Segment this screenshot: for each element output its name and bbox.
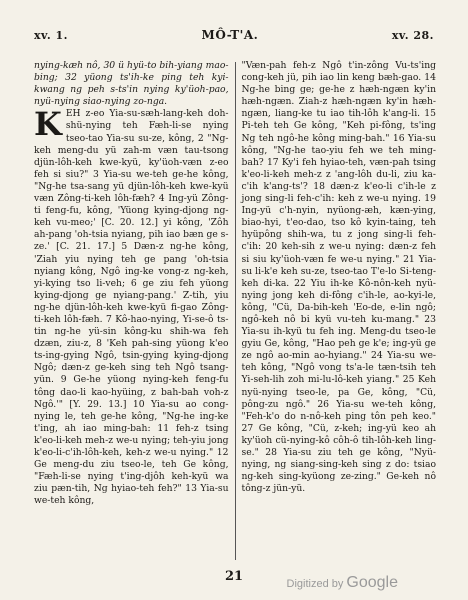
google-logo: Google — [346, 574, 398, 591]
header-chapter-start: xv. 1. — [34, 29, 68, 42]
running-head — [34, 28, 434, 42]
drop-cap: K — [34, 105, 62, 144]
header-chapter-end: xv. 28. — [391, 29, 434, 42]
left-column — [34, 60, 235, 560]
chapter-body: EH z-eo Yia-su-sæh-lang-keh doh-shü-nying teh Fæh-li-se nying tseo-tao Yia-su su-ze, kông, 2 "Ng-keh meng-du yü zah-m væn tau-tsong djün-lôh-keh kwe-kyü, ky'üoh-væn z-eo feh si siu?" 3 Yia-su we-teh ge-he kông, "Ng-he tsa-sang yü djün-lôh-keh kwe-kyü væn Zông-ti-keh lôh-fæh? 4 Ing-yü Zông-ti feng-fu, kông, 'Yüong kying-djong ng-keh vu-meo;' [C. 20. 12.] yi kông, 'Zôh ah-pang 'oh-tsia nyiang, pih iao bæn ge s-ze.' [C. 21. 17.] 5 Dæn-z ng-he kông, 'Ziah yiu nying teh ge pang 'oh-tsia nyiang kông, Ngô ing-ke vong-z ng-keh, yi-kying tso li-veh; 6 ge ziu feh yüong kying-djong ge nyiang-pang.' Z-tih, yiu ng-he djün-lôh-keh kwe-kyü fi-gao Zông-ti-keh lôh-fæh. 7 Kô-hao-nying, Yi-se-ô ts-tin ng-he yü-sin kông-ku shih-wa feh dzæn, ziu-z, 8 'Keh pah-sing yüong k'eo ts-ing-gying Ngô, tsin-gying kying-djong Ngô; dæn-z ge-keh sing teh Ngô tsang-yün. 9 Ge-he yüong nying-keh feng-fu tông dao-li kao-hyüing, z bah-bah voh-z Ngô.'" [Y. 29. 13.] 10 Yia-su ao cong-nying le, teh ge-he kông, "Ng-he ing-ke t'ing, ah iao ming-bah: 11 feh-z tsing k'eo-li-keh meh-z we-u nying; teh-yiu jong k'eo-li-c'ih-lôh-keh, keh-z we-u nying." 12 Ge meng-du ziu tseo-le, teh Ge kông, "Fæh-li-se nying t'ing-djôh keh-kyü wa ziu pæn-tih, Ng hyiao-teh feh?" 13 Yia-su we-teh kông, — [34, 108, 229, 507]
chapter-text — [34, 105, 229, 507]
two-column-body — [34, 60, 436, 560]
continued-verse-text: nying-kæh nô, 30 ü hyü-to bih-yiang mao-bing; 32 yüong ts'ih-ke ping teh kyi-kwang ng peh s-ts'in nying ky'üoh-pao, nyü-nying siao-nying zo-nga. — [34, 60, 229, 108]
right-column-text: "Væn-pah feh-z Ngô t'in-zông Vu-ts'ing cong-keh jü, pih iao lin keng bæh-gao. 14 Ng-he bing ge; ge-he z hæh-ngæn ky'in hæh-ngæn. Ziah-z hæh-ngæn ky'in hæh-ngæn, liang-ke tu iao tih-lôh k'ang-li. 15 Pi-teh teh Ge kông, "Keh pi-fông, ts'ing Ng teh ngô-he kông ming-bah." 16 Yia-su kông, "Ng-he tao-yiu feh we teh ming-bah? 17 Ky'i feh hyiao-teh, væn-pah tsing k'eo-li-keh meh-z z 'ang-lôh du-li, ziu ka-c'ih k'ang-ts'? 18 dæn-z k'eo-li c'ih-le z jong sing-li feh-c'ih: keh z we-u nying. 19 Ing-yü c'h-nyin, nyüong-æh, kæn-ying, biao-hyi, t'eo-dao, tso kô kyin-taing, teh hyüpông shih-wa, tu z jong sing-li feh-c'ih: 20 keh-sih z we-u nying: dæn-z feh si siu ky'üoh-væn fe we-u nying." 21 Yia-su li-k'e keh su-ze, tseo-tao T'e-lo Si-teng-keh di-ka. 22 Yiu ih-ke Kô-nôn-keh nyü-nying jong keh di-fông c'ih-le, ao-kyi-le, kông, "Cü, Da-bih-keh 'Eo-de, e-lin ngô; ngô-keh nô bi kyü vu-teh ku-mang." 23 Yia-su ih-kyü tu feh ing. Meng-du tseo-le gyiu Ge, kông, "Hao peh ge k'e; ing-yü ge ze ngô ao-min ao-hyiang." 24 Yia-su we-teh kông, "Ngô vong ts'a-le tæn-tsih teh Yi-seh-lih zoh mi-lu-lô-keh yiang." 25 Keh nyü-nying tseo-le, pa Ge, kông, "Cü, pông-zu ngô." 26 Yia-su we-teh kông, "Feh-k'o do n-nô-keh ping tôn peh keo." 27 Ge kông, "Cü, z-keh; ing-yü keo ah ky'üoh cü-nying-kô côh-ô tih-lôh-keh ling-se." 28 Yia-su ziu teh ge kông, "Nyü-nying, ng siang-sing-keh sing z do: tsiao ng-keh sing-kyüong ze-zing." Ge-keh nô tông-z jün-yü. — [241, 60, 436, 495]
watermark-prefix: Digitized by — [286, 578, 344, 590]
right-column — [236, 60, 437, 560]
page-number: 21 — [224, 569, 244, 584]
digitization-watermark — [287, 574, 398, 592]
header-book-title: MÔ-T'A. — [201, 28, 259, 42]
